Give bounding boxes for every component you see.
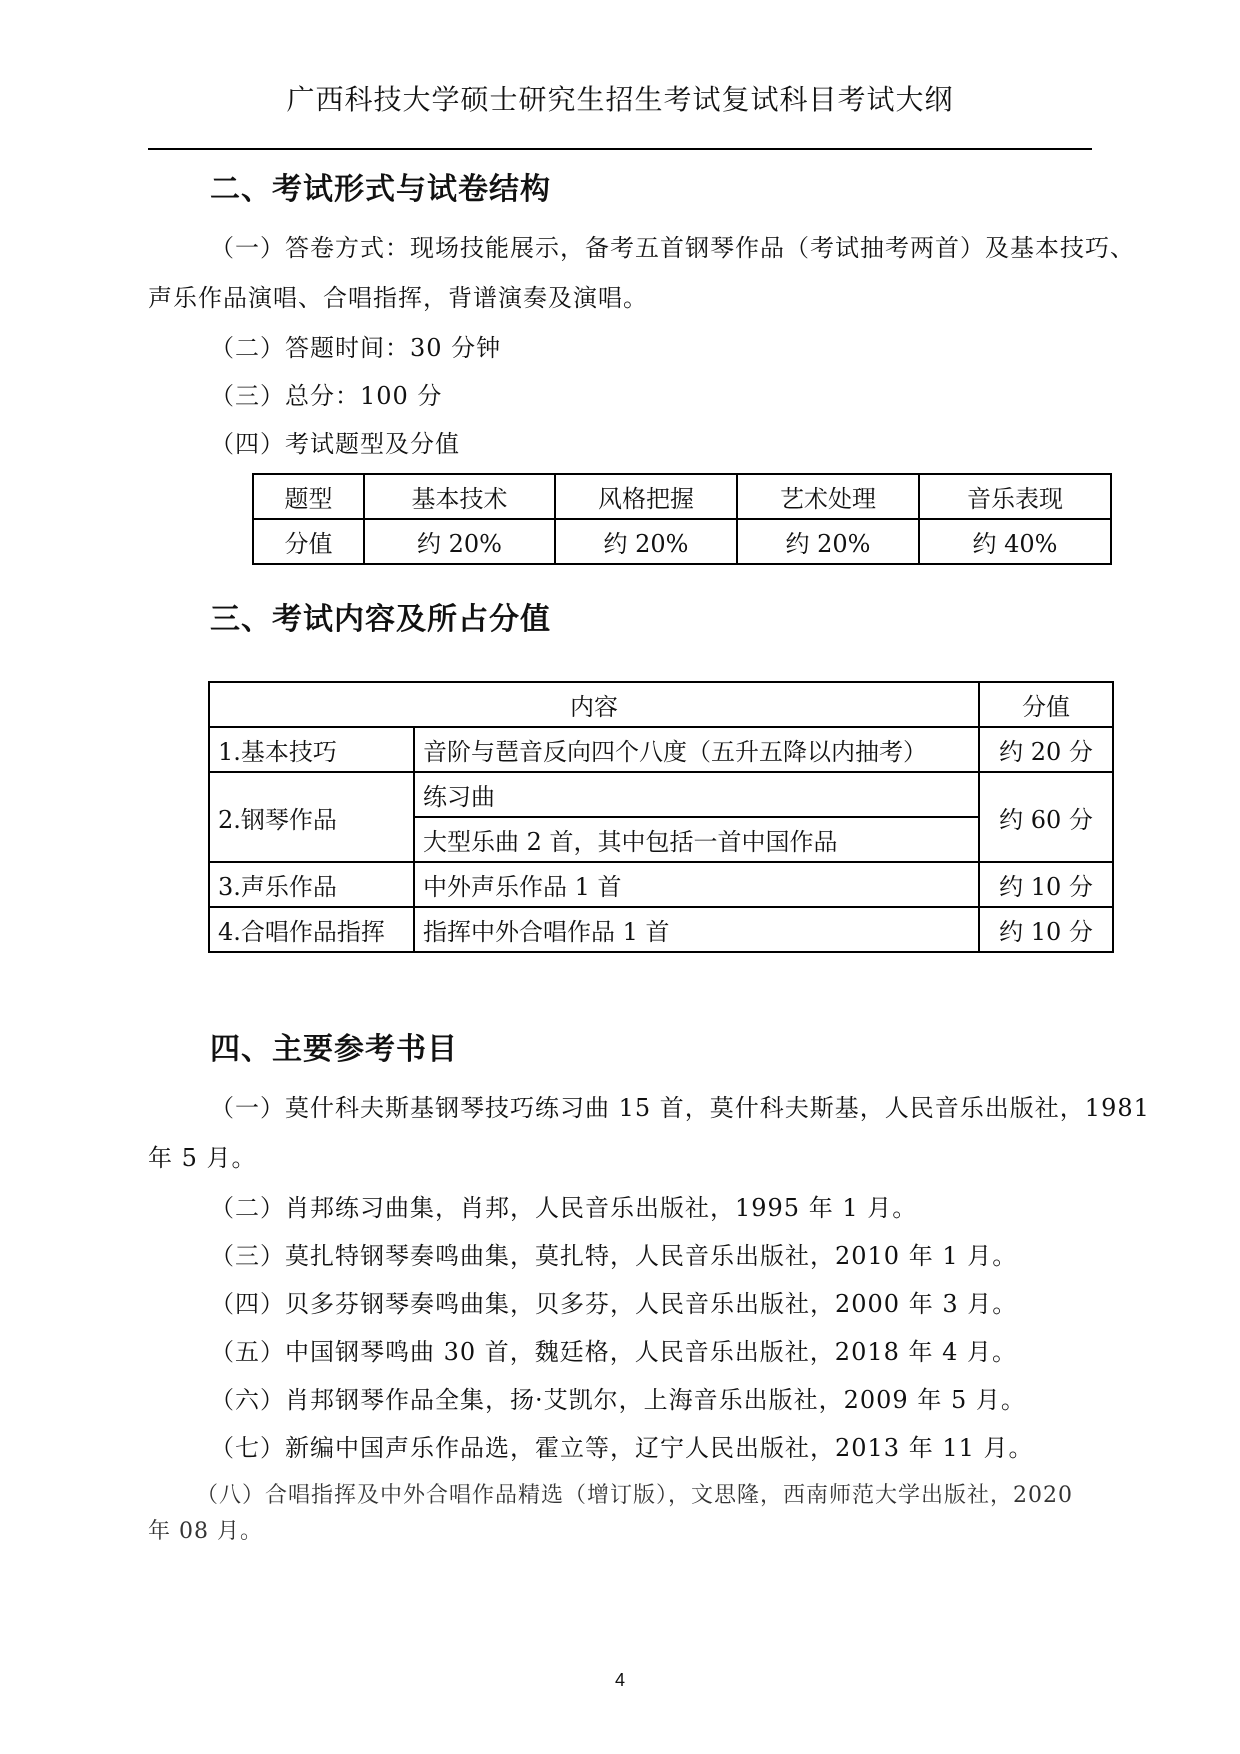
table-header-cell: 内容 (209, 682, 979, 727)
table-header-cell: 音乐表现 (919, 474, 1111, 519)
score-distribution-table (252, 473, 1112, 565)
table-cell: 约 40% (919, 519, 1111, 564)
table-header-cell: 风格把握 (555, 474, 737, 519)
table-header-cell: 基本技术 (364, 474, 555, 519)
table-cell: 约 20% (364, 519, 555, 564)
reference-1-line-1: （一）莫什科夫斯基钢琴技巧练习曲 15 首，莫什科夫斯基，人民音乐出版社，1981 (210, 1094, 1150, 1122)
table-cell: 中外声乐作品 1 首 (414, 862, 979, 907)
total-score: （三）总分：100 分 (210, 382, 443, 410)
section-2-heading: 二、考试形式与试卷结构 (210, 172, 551, 207)
table-row (209, 727, 1113, 772)
reference-5: （五）中国钢琴鸣曲 30 首，魏廷格，人民音乐出版社，2018 年 4 月。 (210, 1338, 1018, 1366)
table-row (209, 907, 1113, 952)
reference-8-line-2: 年 08 月。 (148, 1519, 263, 1544)
table-row (253, 474, 1111, 519)
section-4-heading: 四、主要参考书目 (210, 1032, 458, 1067)
exam-content-table (208, 681, 1114, 953)
table-header-cell: 艺术处理 (737, 474, 919, 519)
reference-6: （六）肖邦钢琴作品全集，扬·艾凯尔，上海音乐出版社，2009 年 5 月。 (210, 1386, 1026, 1414)
table-row (209, 682, 1113, 727)
table-cell: 大型乐曲 2 首，其中包括一首中国作品 (414, 817, 979, 862)
table-cell: 4.合唱作品指挥 (209, 907, 414, 952)
answer-time: （二）答题时间：30 分钟 (210, 334, 502, 362)
reference-8-line-1: （八）合唱指挥及中外合唱作品精选（增订版），文思隆，西南师范大学出版社，2020 (196, 1483, 1073, 1508)
table-cell: 音阶与琶音反向四个八度（五升五降以内抽考） (414, 727, 979, 772)
table-row (209, 862, 1113, 907)
reference-1-line-2: 年 5 月。 (148, 1144, 257, 1172)
table-cell: 指挥中外合唱作品 1 首 (414, 907, 979, 952)
answer-method-line-1: （一）答卷方式：现场技能展示，备考五首钢琴作品（考试抽考两首）及基本技巧、 (210, 234, 1135, 262)
table-cell: 1.基本技巧 (209, 727, 414, 772)
table-cell: 约 20% (555, 519, 737, 564)
table-cell: 约 20 分 (979, 727, 1113, 772)
table-header-cell: 分值 (979, 682, 1113, 727)
page-number: 4 (614, 1670, 625, 1690)
table-header-cell: 题型 (253, 474, 364, 519)
answer-method-line-2: 声乐作品演唱、合唱指挥，背谱演奏及演唱。 (148, 284, 648, 312)
reference-7: （七）新编中国声乐作品选，霍立等，辽宁人民出版社，2013 年 11 月。 (210, 1434, 1034, 1462)
table-cell: 练习曲 (414, 772, 979, 817)
header-divider (148, 148, 1092, 150)
table-row (253, 519, 1111, 564)
document-header: 广西科技大学硕士研究生招生考试复试科目考试大纲 (286, 83, 954, 116)
table-cell: 3.声乐作品 (209, 862, 414, 907)
reference-3: （三）莫扎特钢琴奏鸣曲集，莫扎特，人民音乐出版社，2010 年 1 月。 (210, 1242, 1018, 1270)
table-cell: 约 10 分 (979, 907, 1113, 952)
table-cell: 约 10 分 (979, 862, 1113, 907)
table-row (209, 772, 1113, 817)
table-cell: 约 20% (737, 519, 919, 564)
table-cell: 2.钢琴作品 (209, 772, 414, 862)
reference-4: （四）贝多芬钢琴奏鸣曲集，贝多芬，人民音乐出版社，2000 年 3 月。 (210, 1290, 1018, 1318)
reference-2: （二）肖邦练习曲集，肖邦，人民音乐出版社，1995 年 1 月。 (210, 1194, 918, 1222)
table-cell: 分值 (253, 519, 364, 564)
section-3-heading: 三、考试内容及所占分值 (210, 602, 551, 637)
table-cell: 约 60 分 (979, 772, 1113, 862)
question-types-label: （四）考试题型及分值 (210, 430, 460, 458)
